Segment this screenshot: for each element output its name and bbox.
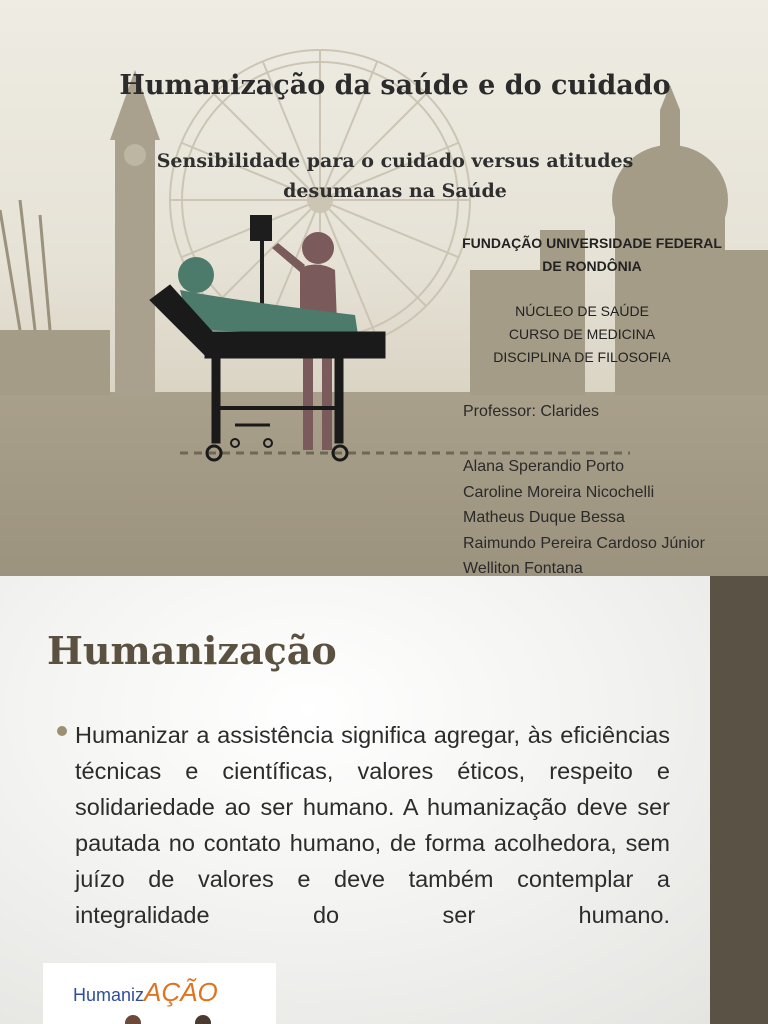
department-block xyxy=(462,300,702,369)
logo-wordmark xyxy=(73,977,218,1008)
bullet-dot-icon xyxy=(57,726,67,736)
student-name: Alana Sperandio Porto xyxy=(463,458,624,475)
clock-tower xyxy=(110,70,160,395)
presentation-subtitle: Sensibilidade para o cuidado versus atitudes desumanas na Saúde xyxy=(156,150,634,202)
side-accent-bar xyxy=(710,576,768,1024)
student-name: Raimundo Pereira Cardoso Júnior xyxy=(463,534,705,552)
professor-name: Professor: Clarides xyxy=(463,403,600,420)
department-line: CURSO DE MEDICINA xyxy=(508,326,656,342)
content-slide xyxy=(0,576,768,1024)
student-list xyxy=(463,454,705,576)
presentation-title: Humanização da saúde e do cuidado xyxy=(119,70,671,101)
institution-name: FUNDAÇÃO UNIVERSIDADE FEDERAL DE RONDÔNIA xyxy=(462,235,722,274)
humanizacao-logo xyxy=(43,963,276,1024)
bridge-cables xyxy=(0,200,50,330)
slide-title: Humanização xyxy=(47,628,337,673)
bullet-text: Humanizar a assistência significa agregar, às eficiências técnicas e científicas, valores éticos, respeito e solidariedade ao ser humano. A humanização deve ser pautada no contato humano, de forma acolhedora, sem juízo de valores e deve também contemplar a integralidade do ser humano. xyxy=(75,722,670,928)
student-name: Matheus Duque Bessa xyxy=(463,509,625,526)
people-icon xyxy=(113,1013,233,1024)
student-name: Caroline Moreira Nicochelli xyxy=(463,483,655,501)
logo-part-2: AÇÃO xyxy=(144,977,218,1007)
student-name: Welliton Fontana xyxy=(463,560,583,576)
department-line: DISCIPLINA DE FILOSOFIA xyxy=(493,349,671,365)
department-line: NÚCLEO DE SAÚDE xyxy=(515,303,649,319)
logo-part-1: Humaniz xyxy=(73,985,145,1005)
